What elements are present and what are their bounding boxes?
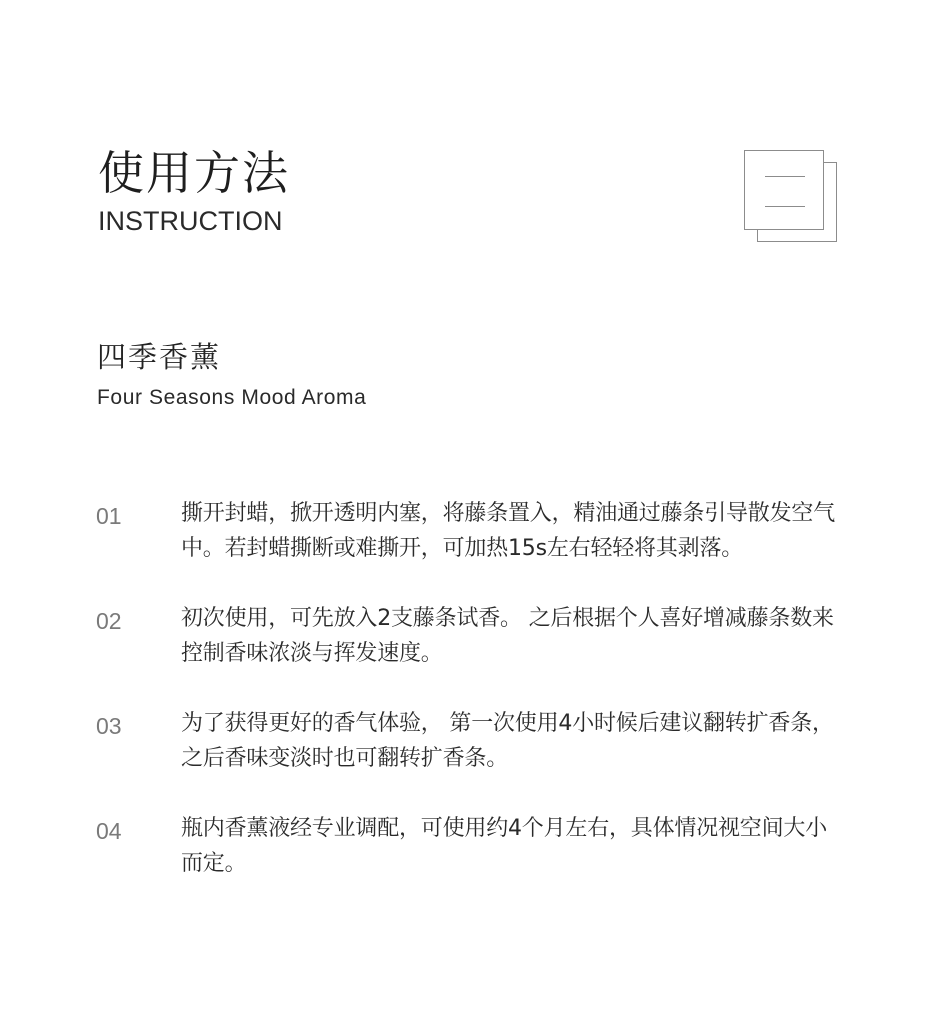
step-number: 03 <box>96 713 122 739</box>
step-number: 01 <box>96 503 122 529</box>
step-number: 02 <box>96 608 122 634</box>
document-front-sheet <box>744 150 824 230</box>
step-item <box>96 601 841 671</box>
document-list-icon <box>744 150 838 244</box>
step-item <box>96 706 841 776</box>
step-text: 瓶内香薰液经专业调配，可使用约4个月左右，具体情况视空间大小而定。 <box>181 816 827 876</box>
product-heading <box>97 339 366 411</box>
product-name-en: Four Seasons Mood Aroma <box>97 386 367 409</box>
step-number: 04 <box>96 818 122 844</box>
document-line <box>765 176 805 177</box>
product-name-cn: 四季香薰 <box>97 340 222 374</box>
document-line <box>765 206 805 207</box>
step-item <box>96 496 841 566</box>
step-text: 为了获得更好的香气体验， 第一次使用4小时候后建议翻转扩香条，之后香味变淡时也可翻转扩香条。 <box>181 711 834 771</box>
step-item <box>96 811 841 881</box>
page-title: 使用方法 <box>98 146 290 200</box>
page-subtitle: INSTRUCTION <box>98 206 283 236</box>
instruction-steps <box>96 496 841 916</box>
step-text: 撕开封蜡，掀开透明内塞，将藤条置入，精油通过藤条引导散发空气中。若封蜡撕断或难撕开，可加热15s左右轻轻将其剥落。 <box>181 501 836 561</box>
page-header <box>98 146 290 237</box>
step-text: 初次使用，可先放入2支藤条试香。 之后根据个人喜好增减藤条数来控制香味浓淡与挥发速度。 <box>181 606 834 666</box>
